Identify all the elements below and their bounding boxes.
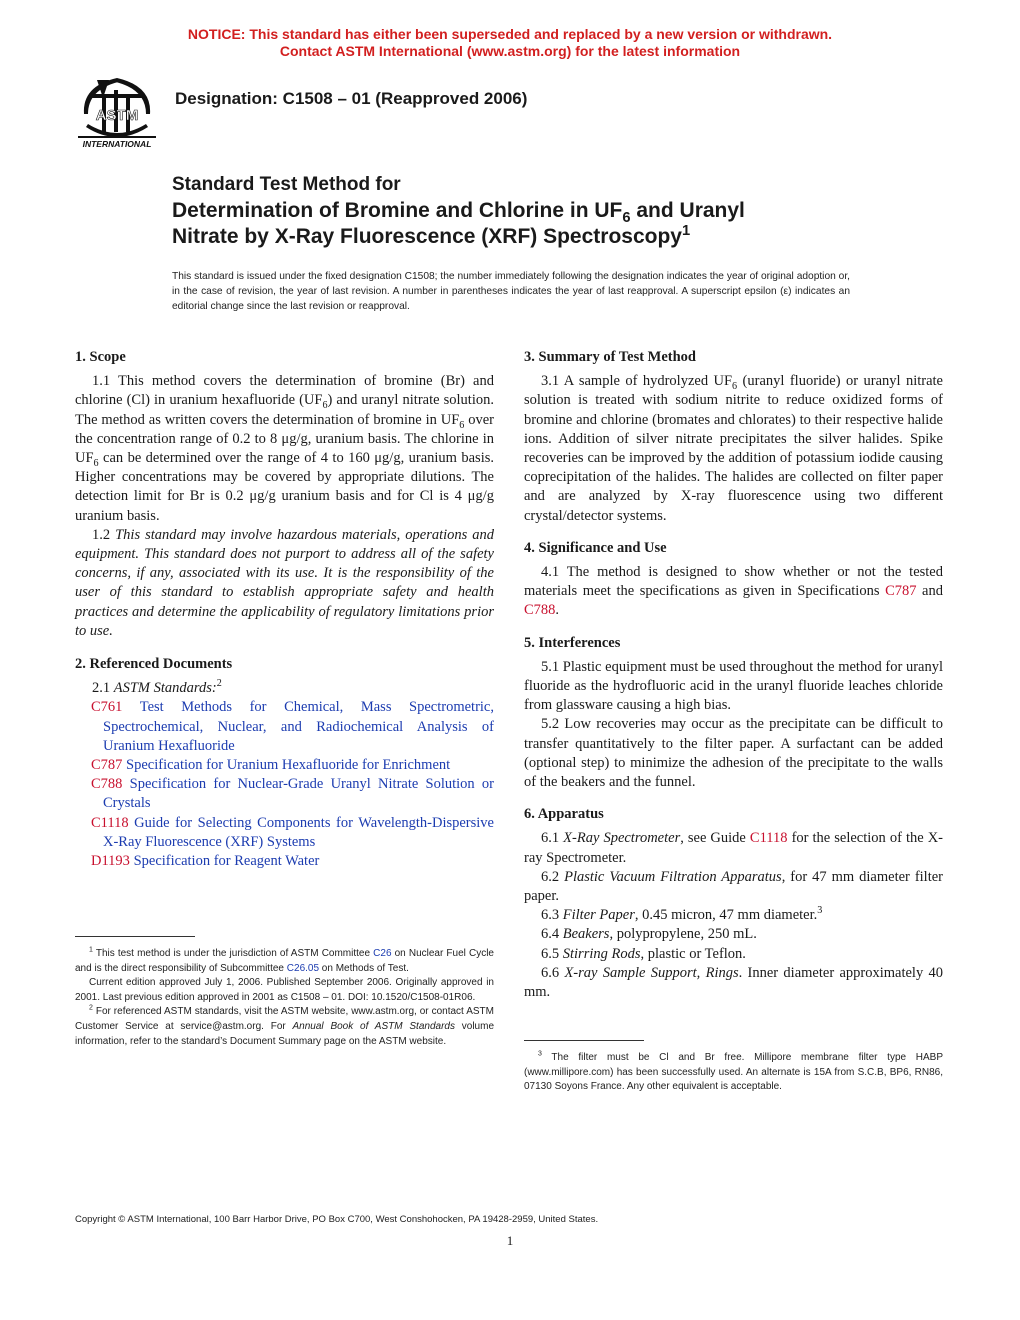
footnote-1-edition: Current edition approved July 1, 2006. Published September 2006. Originally approved in 2001. Last previous edition approved in 2001 as C1508 – 01. DOI: 10.1520/C1508-01R06. (75, 977, 494, 1003)
copyright-line: Copyright © ASTM International, 100 Barr Harbor Drive, PO Box C700, West Conshohocken, PA 19428-2959, United States. (75, 1214, 599, 1225)
apparatus-item-4: 6.4 Beakers, polypropylene, 250 mL. (541, 926, 757, 943)
ref-code: D1193 (91, 853, 130, 870)
scope-para-1: 1.1 This method covers the determination of bromine (Br) and chlorine (Cl) in uranium hexafluoride $(UF_6)$ and uranyl nitrate solution. The method as written covers the determination of bromine in $UF_6$ over the concentration range of 0.2 to 8 μg/g, uranium basis. The chlorine in $UF_6$ can be determined over the range of 4 to 160 μg/g, uranium basis. Higher concentrations may be covered by appropriate dilutions. The detection limit for Br is 0.2 μg/g uranium basis and for Cl is 4 μg/g uranium basis. (75, 373, 494, 524)
apparatus-item-5: 6.5 Stirring Rods, plastic or Teflon. (541, 945, 746, 962)
right-column (524, 348, 943, 1002)
section-1-heading: 1. Scope (75, 349, 126, 365)
section-2-heading: 2. Referenced Documents (75, 656, 233, 673)
page-number: 1 (506, 1233, 514, 1248)
apparatus-item-2: 6.2 Plastic Vacuum Filtration Apparatus, for 47 mm diameter filter paper. (524, 868, 944, 905)
section-4-heading: 4. Significance and Use (524, 539, 667, 556)
significance-para-1: 4.1 The method is designed to show whether or not the tested materials meet the specifications as given in Specifications C787 and C788. (524, 564, 943, 619)
title-line-3: Nitrate by X-Ray Fluorescence (XRF) Spectroscopy$^1$ (172, 223, 691, 248)
left-column (75, 348, 494, 871)
footnote-1: $^1$ This test method is under the jurisdiction of ASTM Committee C26 on Nuclear Fuel Cycle and is the direct responsibility of Subcommittee C26.05 on Methods of Test. (75, 946, 494, 974)
apparatus-item-6: 6.6 X-ray Sample Support, Rings. Inner diameter approximately 40 mm. (524, 964, 943, 1001)
apparatus-item-1: 6.1 X-Ray Spectrometer, see Guide C1118 for the selection of the X-ray Spectrometer. (524, 830, 944, 866)
interferences-para-2: 5.2 Low recoveries may occur as the precipitate can be difficult to transfer quantitatively to the filter paper. A surfactant can be added (optional step) to minimize the adhesion of the precipitate to the walls of the beakers and the funnel. (524, 716, 943, 791)
scope-para-2: 1.2 This standard may involve hazardous materials, operations and equipment. This standard does not purport to address all of the safety concerns, if any, associated with its use. It is the responsibility of the user of this standard to establish appropriate safety and health practices and determine the applicability of regulatory limitations prior to use. (75, 526, 495, 639)
ref-code: C761 (91, 699, 123, 716)
title-line-2: Determination of Bromine and Chlorine in $UF_6$ and Uranyl (172, 199, 745, 227)
astm-logo (72, 72, 162, 152)
notice-line-1: NOTICE: This standard has either been superseded and replaced by a new version or withdrawn. (187, 26, 833, 42)
ref-item[interactable]: D1193 Specification for Reagent Water (91, 853, 320, 870)
astm-standards-label: 2.1 ASTM Standards:$^2$ (92, 678, 222, 697)
footnote-link-c2605[interactable]: C26.05 (286, 962, 320, 974)
title-line-1: Standard Test Method for (172, 174, 401, 195)
footnotes-left (75, 947, 494, 1049)
link-c787[interactable]: C787 (885, 583, 917, 600)
section-5-heading: 5. Interferences (524, 634, 621, 651)
link-c788[interactable]: C788 (524, 602, 556, 619)
ref-item[interactable]: C761 Test Methods for Chemical, Mass Spectrometric, Spectrochemical, Nuclear, and Radiochemical Analysis of Uranium Hexafluoride (91, 699, 494, 754)
ref-code: C787 (91, 757, 123, 774)
summary-para-1: 3.1 A sample of hydrolyzed $UF_6$ (uranyl fluoride) or uranyl nitrate solution is treated with sodium nitrite to reduce oxidized forms of bromine and chlorine (bromates and chlorates) to their respective halide ions. Addition of silver nitrate precipitates the silver halides. Spike recoveries can be improved by the addition of potassium iodide causing coprecipitation of the halides. The halides are collected on filter paper and are analyzed by X-ray fluorescence using two different crystal/detector systems. (524, 373, 943, 524)
footnote-rule-right (524, 1040, 644, 1041)
section-3-heading: 3. Summary of Test Method (524, 349, 696, 365)
link-c1118[interactable]: C1118 (749, 830, 788, 847)
section-6-heading: 6. Apparatus (524, 806, 604, 823)
designation: Designation: C1508 – 01 (Reapproved 2006) (175, 89, 528, 108)
logo-caption: INTERNATIONAL (82, 139, 152, 149)
footnote-link-c26[interactable]: C26 (373, 948, 392, 959)
footnote-3: $^3$ The filter must be Cl and Br free. Millipore membrane filter type HABP (www.millipore.com) has been successfully used. An alternate is 15A from S.C.B, BP6, RN86, 07130 Soyons France. Any other equivalent is acceptable. (524, 1050, 943, 1093)
ref-code: C788 (91, 776, 123, 793)
ref-item[interactable]: C788 Specification for Nuclear-Grade Uranyl Nitrate Solution or Crystals (91, 776, 494, 812)
notice-line-2: Contact ASTM International (www.astm.org) for the latest information (279, 43, 741, 59)
logo-letters: ASTM (95, 107, 139, 124)
intro-paragraph: This standard is issued under the fixed designation C1508; the number immediately following the designation indicates the year of original adoption or, in the case of revision, the year of last revision. A number in parentheses indicates the year of last reapproval. A superscript epsilon (ε) indicates an editorial change since the last revision or reapproval. (172, 271, 850, 312)
interferences-para-1: 5.1 Plastic equipment must be used throughout the method for uranyl fluoride as the hydrofluoric acid in the uranyl fluoride leaches chloride from glassware causing a high bias. (524, 658, 943, 714)
ref-code: C1118 (91, 814, 129, 831)
footnote-rule-left (75, 936, 195, 937)
footnote-2: $^2$ For referenced ASTM standards, visit the ASTM website, www.astm.org, or contact ASTM Customer Service at service@astm.org. For Annual Book of ASTM Standards volume information, refer to the standard’s Document Summary page on the ASTM website. (75, 1005, 494, 1047)
ref-item[interactable]: C787 Specification for Uranium Hexafluoride for Enrichment (91, 757, 451, 774)
ref-item[interactable]: C1118 Guide for Selecting Components for Wavelength-Dispersive X-Ray Fluorescence (XRF) Systems (91, 814, 494, 850)
apparatus-item-3: 6.3 Filter Paper, 0.45 micron, 47 mm diameter.$^3$ (541, 905, 823, 924)
